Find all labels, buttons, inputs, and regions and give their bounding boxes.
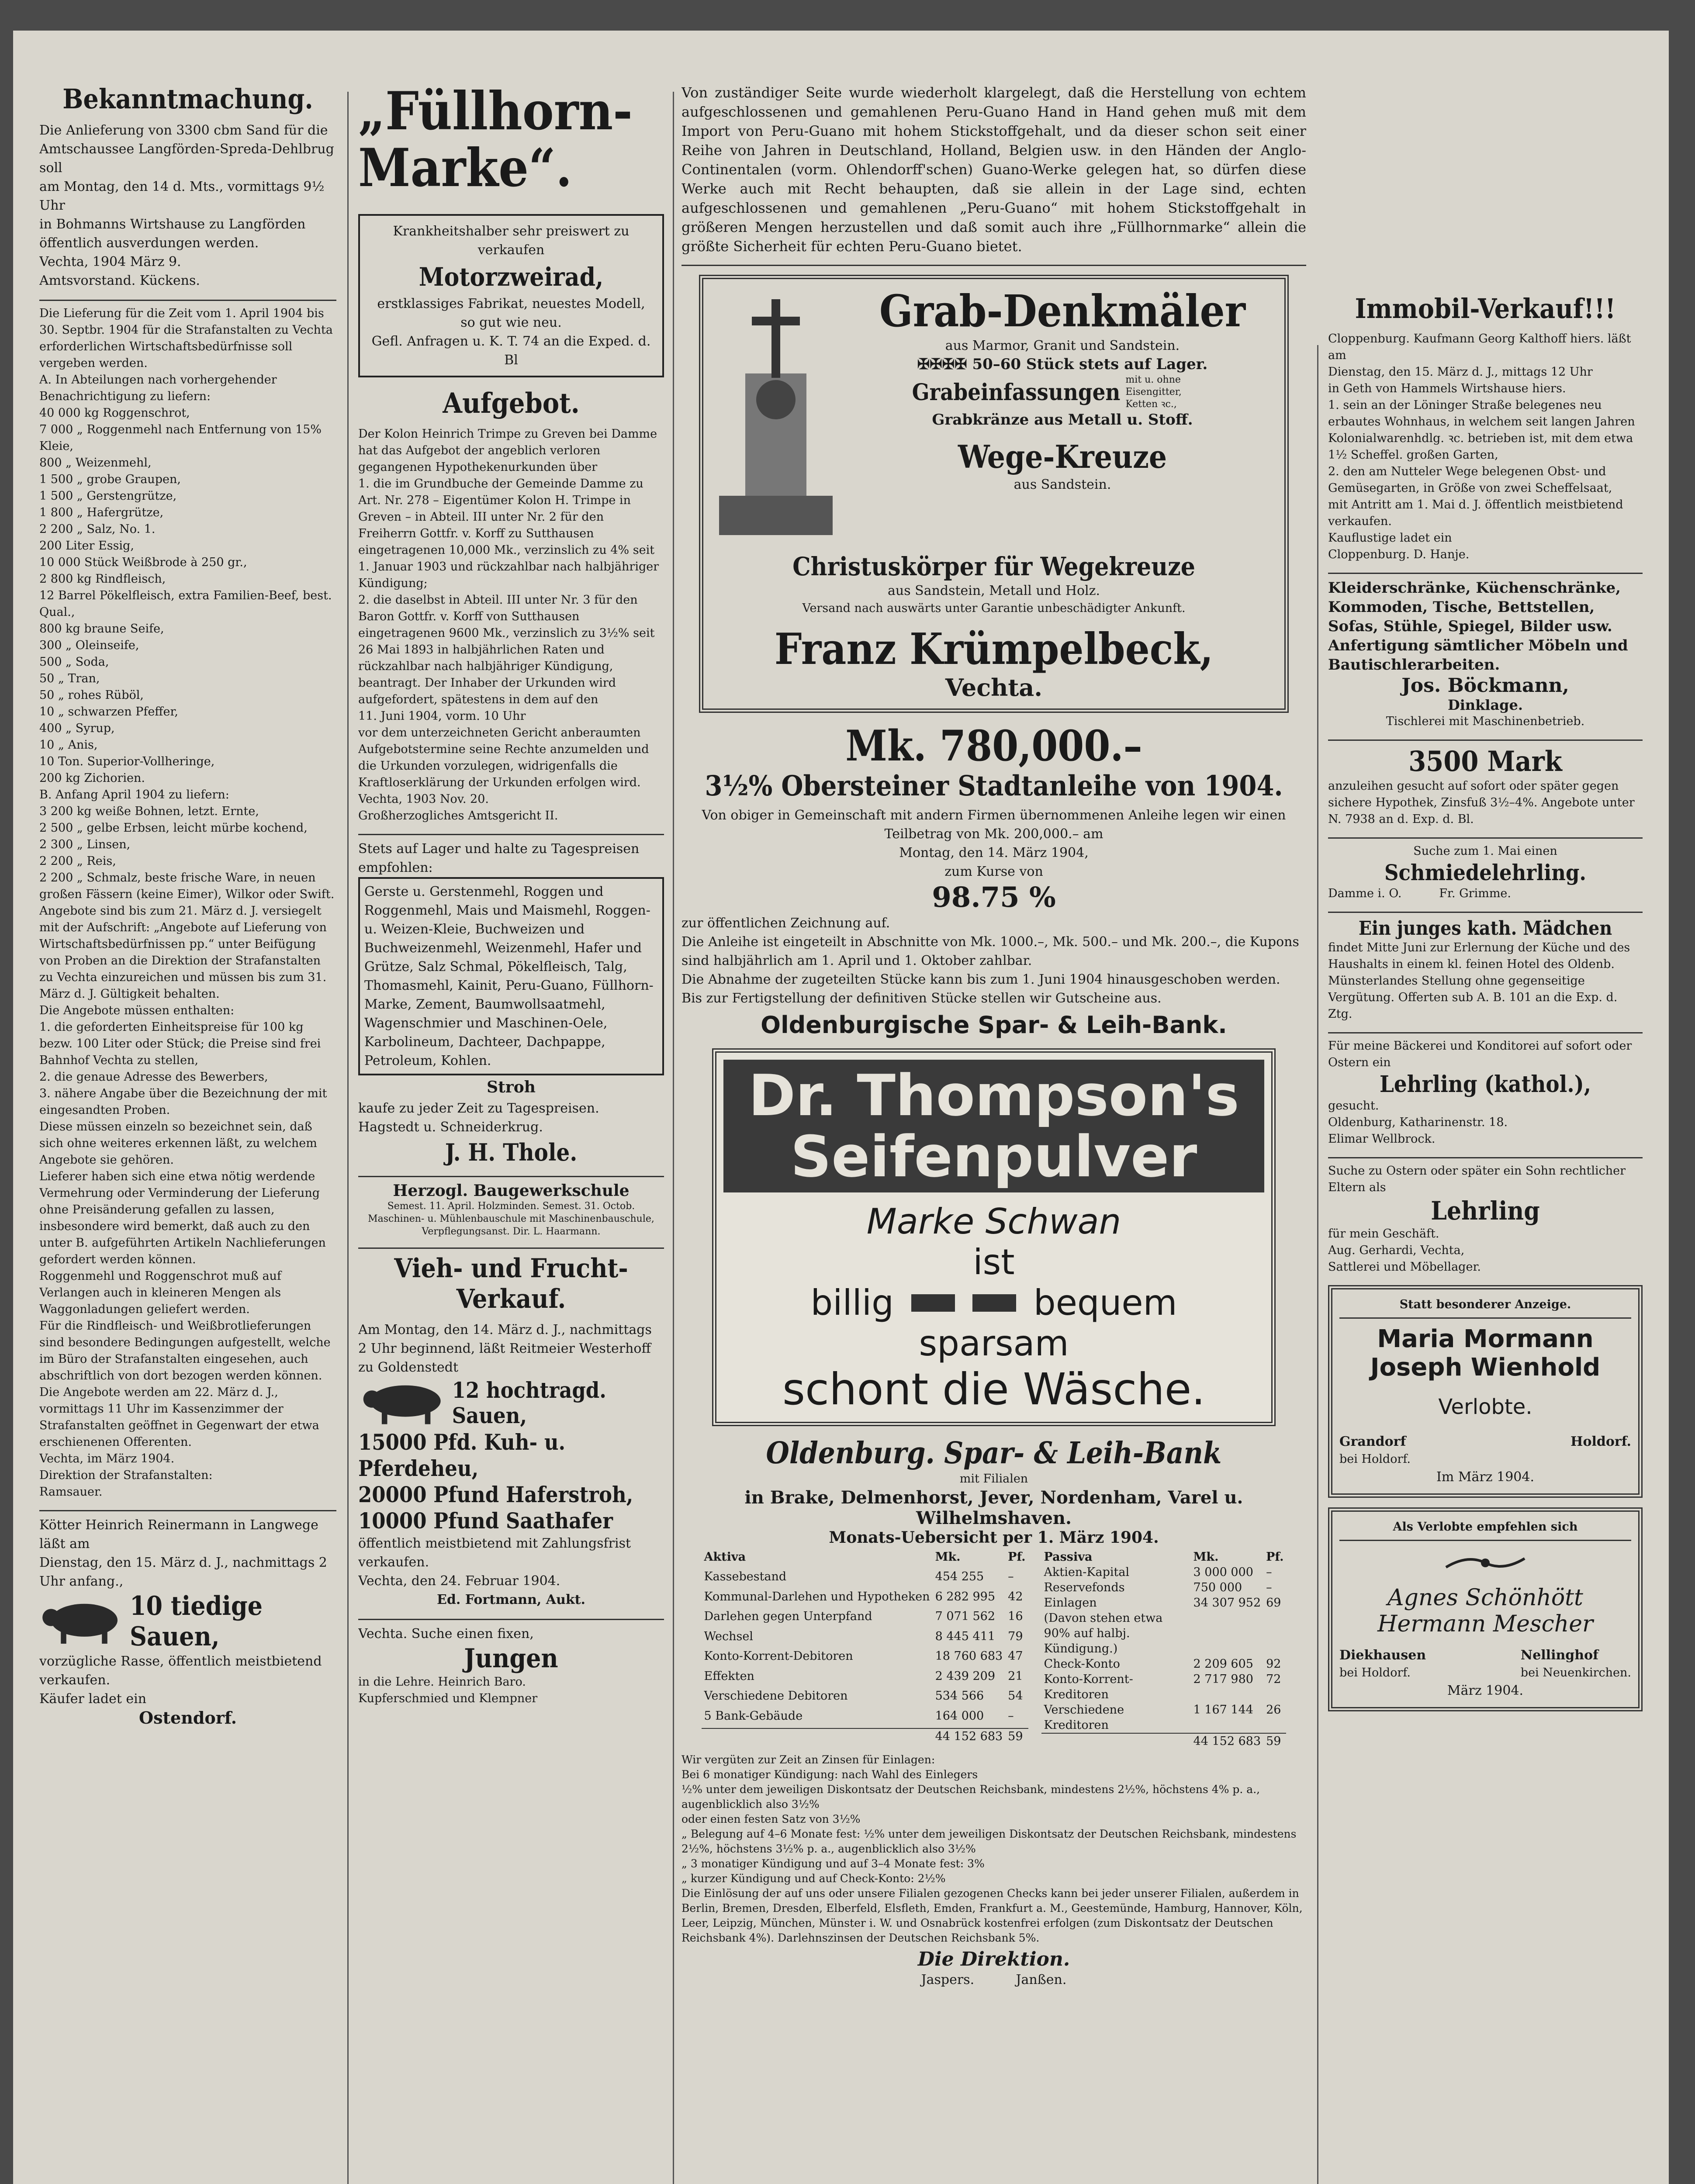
column-rule <box>673 92 674 2184</box>
lehrling-ad <box>1328 1163 1643 1275</box>
column-rule <box>1317 345 1318 2184</box>
table-cell: Konto-Korrent-Kreditoren <box>1044 1673 1133 1701</box>
table-cell: Wechsel <box>704 1629 754 1643</box>
col-head: Mk. <box>1193 1550 1219 1564</box>
ad-body: Die Lieferung für die Zeit vom 1. April 1904 bis 30. Septbr. 1904 für die Strafanstalten zu Vechta erforderlichen Wirtschaftsbedürfnisse soll vergeben werden. A. In Abteilungen nach vorhergehender Benachrichtigung zu liefern: 40 000 kg Roggenschrot, 7 000 „ Roggenmehl nach Entfernung von 15% Kleie, 800 „ Weizenmehl, 1 500 „ grobe Graupen, 1 500 „ Gerstengrütze, 1 800 „ Hafergrütze, 2 200 „ Salz, No. 1. 200 Liter Essig, 10 000 Stück Weißbrode à 250 gr., 2 800 kg Rindfleisch, 12 Barrel Pökelfleisch, extra Familien-Beef, best. Qual., 800 kg braune Seife, 300 „ Oleinseife, 500 „ Soda, 50 „ Tran, 50 „ rohes Rüböl, 10 „ schwarzen Pfeffer, 400 „ Syrup, 10 „ Anis, 10 Ton. Superior-Vollheringe, 200 kg Zichorien. B. Anfang April 1904 zu liefern: 3 200 kg weiße Bohnen, letzt. Ernte, 2 500 „ gelbe Erbsen, leicht mürbe kochend, 2 300 „ Linsen, 2 200 „ Reis, 2 200 „ Schmalz, beste frische Ware, in neuen großen Fässern (keine Eimer), Wilkor oder Swift. Angebote sind bis zum 21. März d. J. versiegelt mit der Aufschrift: „Angebote auf Lieferung von Wirtschaftsbedürfnissen pp.“ unter Beifügung von Proben an die Direktion der Strafanstalten zu Vechta einzureichen und müssen bis zum 31. März d. J. Gültigkeit behalten. Die Angebote müssen enthalten: 1. die geforderten Einheitspreise für 100 kg bezw. 100 Liter oder Stück; die Preise sind frei Bahnhof Vechta zu stellen, 2. die genaue Adresse des Bewerbers, 3. nähere Angabe über die Bezeichnung der mit eingesandten Proben. Diese müssen einzeln so bezeichnet sein, daß sich ohne weiteres erkennen läßt, zu welchem Angebote sie gehören. Lieferer haben sich eine etwa nötig werdende Vermehrung oder Verminderung der Lieferung ohne Preisänderung gefallen zu lassen, insbesondere wird bemerkt, daß auch zu den unter B. aufgeführten Artikeln Nachlieferungen gefordert werden können. Roggenmehl und Roggenschrot muß auf Verlangen auch in kleineren Mengen als Waggonladungen geliefert werden. Für die Rindfleisch- und Weißbrotlieferungen sind besondere Bedingungen aufgestellt, welche im Büro der Strafanstalten eingesehen, auch abschriftlich von dort bezogen werden können. Die Angebote werden am 22. März d. J., vormittags 11 Uhr im Kassenzimmer der Strafanstalten geöffnet in Gegenwart der etwa erschienenen Offerenten. Vechta, im März 1904. Direktion der Strafanstalten: Ramsauer. <box>39 307 335 1499</box>
table-cell: 5 Bank-Gebäude <box>704 1709 803 1723</box>
ad-word: Verlobte. <box>1438 1395 1532 1419</box>
ad-name: Agnes Schönhött <box>1387 1585 1583 1611</box>
baeckerei-ad <box>1328 1038 1643 1147</box>
immobil-verkauf-ad <box>1328 293 1643 563</box>
table-cell: 54 <box>1008 1689 1023 1703</box>
ad-name: Hermann Mescher <box>1377 1611 1593 1637</box>
bank-uebersicht-ad <box>681 1436 1306 1989</box>
col-head: Mk. <box>935 1550 961 1564</box>
column-rule <box>347 92 349 2184</box>
ad-headline: Lehrling <box>1431 1196 1540 1226</box>
ad-place: bei Holdorf. <box>1339 1452 1411 1466</box>
aktiva-table <box>702 1549 1028 1749</box>
table-cell: 2 439 209 <box>935 1669 995 1683</box>
brand-line: bequem <box>1033 1282 1177 1323</box>
table-cell: 69 <box>1266 1596 1281 1610</box>
table-cell: Darlehen gegen Unterpfand <box>704 1610 872 1624</box>
table-row <box>702 1688 1028 1708</box>
ad-title: Immobil-Verkauf!!! <box>1355 293 1616 325</box>
table-row <box>702 1589 1028 1609</box>
ad-tail: Tischlerei mit Maschinenbetrieb. <box>1386 715 1585 728</box>
baugewerkschule-ad <box>358 1182 664 1238</box>
hands-icon <box>1442 1545 1529 1580</box>
table-cell: 16 <box>1008 1610 1023 1624</box>
table-cell: 59 <box>1008 1730 1023 1744</box>
table-cell: 1 167 144 <box>1193 1703 1253 1717</box>
table-cell: Einlagen <box>1044 1596 1097 1610</box>
ad-headline: Ein junges kath. Mädchen <box>1358 917 1612 940</box>
table-cell: 18 760 683 <box>935 1649 1003 1663</box>
ad-headline: 15000 Pfd. Kuh- u. Pferdeheu, <box>358 1429 566 1481</box>
ad-signature: Damme i. O. Fr. Grimme. <box>1328 887 1511 900</box>
ad-body: kaufe zu jeder Zeit zu Tagespreisen. Hagstedt u. Schneiderkrug. <box>358 1101 599 1135</box>
ad-place: Holdorf. <box>1570 1434 1631 1449</box>
table-cell: Verschiedene Kreditoren <box>1044 1703 1124 1732</box>
ad-title: Herzogl. Baugewerkschule <box>393 1182 630 1200</box>
ad-body: Gerste u. Gerstenmehl, Roggen und Roggenmehl, Mais und Maismehl, Roggen- u. Weizen-Kleie, Buchweizen und Buchweizenmehl, Weizenmehl, Hafer und Grütze, Salz Schmal, Pökelfleisch, Talg, Thomasmehl, Kainit, Peru-Guano, Füllhorn-Marke, Zement, Baumwollsaatmehl, Wagenschmier und Maschinen-Oele, Karbolineum, Dachteer, Dachpappe, Petroleum, Kohlen. <box>364 884 654 1068</box>
motorzweirad-ad <box>358 214 664 377</box>
ad-headline: Grabeinfassungen <box>912 379 1121 406</box>
ad-headline: 20000 Pfund Haferstroh, 10000 Pfund Saathafer <box>358 1482 633 1534</box>
ad-place: bei Neuenkirchen. <box>1520 1666 1631 1679</box>
table-row <box>1041 1595 1287 1610</box>
table-cell: 92 <box>1266 1657 1281 1671</box>
table-cell: 21 <box>1008 1669 1023 1683</box>
ad-firm-city: Dinklage. <box>1447 697 1523 713</box>
ad-bank: Oldenburgische Spar- & Leih-Bank. <box>761 1011 1227 1039</box>
table-cell <box>1041 1733 1191 1749</box>
ad-sub: aus Marmor, Granit und Sandstein. <box>945 338 1180 353</box>
ad-body: anzuleihen gesucht auf sofort oder später gegen sichere Hypothek, Zinsfuß 3½–4%. Angebote unter N. 7938 an d. Exp. d. Bl. <box>1328 779 1635 826</box>
ad-body: in die Lehre. Heinrich Baro. Kupferschmied und Klempner <box>358 1675 538 1705</box>
ad-title: Grab-Denkmäler <box>879 285 1246 337</box>
jungen-ad <box>358 1624 664 1707</box>
ad-body: gesucht. Oldenburg, Katharinenstr. 18. Elimar Wellbrock. <box>1328 1099 1508 1146</box>
table-cell: Reservefonds <box>1044 1581 1125 1594</box>
ad-body: für mein Geschäft. Aug. Gerhardi, Vechta, Sattlerei und Möbellager. <box>1328 1227 1481 1274</box>
table-cell: 6 282 995 <box>935 1590 995 1603</box>
table-cell: 59 <box>1266 1735 1281 1748</box>
ad-place: Grandorf <box>1339 1434 1406 1449</box>
table-cell: 750 000 <box>1193 1581 1242 1594</box>
col-head: Aktiva <box>704 1550 746 1564</box>
newspaper-page <box>13 31 1669 2184</box>
ad-headline: Jungen <box>464 1643 558 1674</box>
col-head: Passiva <box>1044 1550 1093 1564</box>
ad-headline: Lehrling (kathol.), <box>1379 1071 1591 1098</box>
table-cell: 42 <box>1008 1590 1023 1603</box>
ad-name: Joseph Wienhold <box>1370 1353 1601 1382</box>
thole-ad <box>358 840 664 1166</box>
table-cell: 2 209 605 <box>1193 1657 1253 1671</box>
brand-line: schont die Wäsche. <box>782 1364 1206 1415</box>
ad-title: Vieh- und Frucht-Verkauf. <box>394 1253 628 1314</box>
ad-kurs: 98.75 % <box>932 881 1056 914</box>
brand-line: ist <box>973 1242 1015 1282</box>
ad-body: zur öffentlichen Zeichnung auf. Die Anleihe ist eingeteilt in Abschnitte von Mk. 1000.–, Mk. 500.– und Mk. 200.–, die Kupons sind halbjährlich am 1. April und 1. Oktober zahlbar. Die Abnahme der zugeteilten Stücke kann bis zum 1. Juni 1904 hinausgeschoben werden. Bis zur Fertigstellung der definitiven Stücke stellen wir Gutscheine aus. <box>681 916 1299 1006</box>
table-cell: 7 071 562 <box>935 1610 995 1624</box>
table-cell <box>1263 1610 1286 1656</box>
table-cell: 3 000 000 <box>1193 1565 1253 1579</box>
ad-body: Kleiderschränke, Küchenschränke, Kommoden, Tische, Bettstellen, Sofas, Stühle, Spiegel, Bilder usw. Anfertigung sämtlicher Möbeln und Bautischlerarbeiten. <box>1328 579 1628 674</box>
table-cell: 8 445 411 <box>935 1629 995 1643</box>
table-cell: 44 152 683 <box>935 1730 1003 1744</box>
table-cell: – <box>1008 1709 1014 1723</box>
brand-line: Dr. Thompson's <box>748 1062 1239 1129</box>
vieh-verkauf-ad <box>358 1253 664 1609</box>
brand-line: sparsam <box>919 1323 1069 1364</box>
ad-body: Wir vergüten zur Zeit an Zinsen für Einlagen: Bei 6 monatiger Kündigung: nach Wahl des Einlegers ½% unter dem jeweiligen Diskontsatz der Deutschen Reichsbank, mindestens 2½%, höchstens 4% p. a., augenblicklich also 3½% oder einen festen Satz von 3½% „ Belegung auf 4–6 Monate fest: ½% unter dem jeweiligen Diskontsatz der Deutschen Reichsbank, mindestens 2½%, höchstens 3½% p. a., augenblicklich also 3½% „ 3 monatiger Kündigung und auf 3–4 Monate fest: 3% „ kurzer Kündigung und auf Check-Konto: 2½% Die Einlösung der auf uns oder unsere Filialen gezogenen Checks kann bei jeder unserer Filialen, außerdem in Berlin, Bremen, Dresden, Elberfeld, Elsfleth, Emden, Frankfurt a. M., Geestemünde, Hamburg, Hannover, Köln, Leer, Leipzig, München, Münster i. W. und Osnabrück kostenfrei erfolgen (zum Diskontsatz der Deutschen Reichsbank 4%). Darlehnszinsen der Deutschen Reichsbank 5%. <box>681 1753 1303 1944</box>
table-cell <box>1191 1610 1264 1656</box>
anleihe-ad <box>681 722 1306 1039</box>
moebel-ad <box>1328 578 1643 730</box>
schmiedelehrling-ad <box>1328 843 1643 902</box>
ad-headline: Stroh <box>487 1078 536 1096</box>
ad-signature: Ostendorf. <box>138 1708 237 1728</box>
ad-firm-name: Franz Krümpelbeck, <box>774 624 1214 674</box>
sauen-ad <box>39 1516 336 1727</box>
ad-signature: Ed. Fortmann, Aukt. <box>437 1592 585 1607</box>
ad-body: findet Mitte Juni zur Erlernung der Küche und des Haushalts in einem kl. feinen Hotel des Oldenb. Münsterlandes Stellung ohne gegenseitige Vergütung. Offerten sub A. B. 101 an die Exp. d. Ztg. <box>1328 941 1630 1021</box>
grab-denkmaeler-ad <box>699 275 1289 713</box>
ad-headline: 3500 Mark <box>1408 745 1562 778</box>
table-cell: – <box>1266 1565 1272 1579</box>
table-cell: Verschiedene Debitoren <box>704 1689 848 1703</box>
ad-headline: 12 hochtragd. Sauen, <box>452 1377 606 1428</box>
ad-headline: Motorzweirad, <box>419 262 604 292</box>
table-row <box>702 1609 1028 1628</box>
ad-body: Die Anlieferung von 3300 cbm Sand für die Amtschaussee Langförden-Spreda-Dehlbrug soll am Montag, den 14 d. Mts., vormittags 9½ Uhr in Bohmanns Wirtshause zu Langförden öffentlich ausverdungen werden. Vechta, 1904 März 9. Amtsvorstand. Kückens. <box>39 123 334 288</box>
ad-place: Diekhausen <box>1339 1648 1426 1663</box>
bekanntmachung-ad <box>39 83 336 290</box>
ad-body: Am Montag, den 14. März d. J., nachmittags 2 Uhr beginnend, läßt Reitmeier Westerhoff zu Goldenstedt <box>358 1322 652 1375</box>
ad-intro: Stets auf Lager und halte zu Tagespreisen empfohlen: <box>358 841 640 875</box>
ad-sub: mit Filialen <box>959 1472 1028 1486</box>
ad-firm-city: Vechta. <box>945 674 1043 702</box>
table-cell: 72 <box>1266 1673 1281 1686</box>
ad-title: 3½% Obersteiner Stadtanleihe von 1904. <box>705 770 1283 802</box>
table-row <box>702 1669 1028 1688</box>
table-cell: 44 152 683 <box>1193 1735 1261 1748</box>
ad-title: Aufgebot. <box>443 387 580 420</box>
passiva-table <box>1041 1549 1287 1749</box>
thompsons-ad <box>712 1048 1276 1426</box>
col-head: Pf. <box>1266 1550 1284 1564</box>
table-cell: Check-Konto <box>1044 1657 1120 1671</box>
ad-title: Oldenburg. Spar- & Leih-Bank <box>766 1436 1222 1471</box>
ad-signature: Jaspers. Janßen. <box>921 1972 1067 1987</box>
table-cell: – <box>1266 1581 1272 1594</box>
column-3 <box>681 83 1306 1999</box>
mark-ad <box>1328 745 1643 828</box>
ad-name: Maria Mormann <box>1377 1325 1594 1353</box>
table-cell: 26 <box>1266 1703 1281 1717</box>
aufgebot-ad <box>358 387 664 824</box>
lieferung-ad <box>39 305 336 1500</box>
fuellhorn-title: „Füllhorn-Marke“. <box>358 83 633 199</box>
ad-amount: Mk. 780,000.– <box>845 721 1142 771</box>
table-row <box>1041 1733 1287 1749</box>
table-cell: 164 000 <box>935 1709 984 1723</box>
ad-place: Nellinghof <box>1520 1648 1598 1663</box>
table-row <box>1041 1702 1287 1733</box>
soap-bars-icon <box>911 1290 1016 1316</box>
ad-note: mit u. ohne Eisengitter, Ketten ꝛc., <box>1125 374 1182 410</box>
table-row <box>702 1569 1028 1589</box>
ad-head: Für meine Bäckerei und Konditorei auf sofort oder Ostern ein <box>1328 1039 1632 1069</box>
ad-firm-name: Jos. Böckmann, <box>1401 674 1569 697</box>
table-cell: 34 307 952 <box>1193 1596 1261 1610</box>
table-cell: Effekten <box>704 1669 754 1683</box>
column-4 <box>1328 293 1643 1721</box>
ad-title: Bekanntmachung. <box>62 83 313 115</box>
column-1 <box>39 83 336 1737</box>
table-cell: 534 566 <box>935 1689 984 1703</box>
table-cell: – <box>1008 1570 1014 1584</box>
ad-head: Vechta. Suche einen fixen, <box>358 1626 534 1641</box>
ad-date: Im März 1904. <box>1436 1469 1534 1485</box>
table-row <box>702 1728 1028 1749</box>
ad-body: Semest. 11. April. Holzminden. Semest. 31. Octob. Maschinen- u. Mühlenbauschule mit Maschinenbauschule, Verpflegungsanst. Dir. L. Haarmann. <box>368 1201 654 1237</box>
table-cell: (Davon stehen etwa 90% auf halbj. Kündigung.) <box>1044 1611 1163 1655</box>
column-2 <box>358 83 664 1717</box>
gravestone-icon <box>710 286 841 548</box>
ad-body: Von obiger in Gemeinschaft mit andern Firmen übernommenen Anleihe legen wir einen Teilbetrag von Mk. 200,000.– am Montag, den 14. März 1904, zum Kurse von <box>702 808 1286 879</box>
ad-note: Versand nach auswärts unter Garantie unbeschädigter Ankunft. <box>802 601 1186 615</box>
table-cell: 47 <box>1008 1649 1023 1663</box>
ad-head: Suche zu Ostern oder später ein Sohn rechtlicher Eltern als <box>1328 1164 1626 1194</box>
table-row <box>1041 1672 1287 1702</box>
guano-text: Von zuständiger Seite wurde wiederholt klargelegt, daß die Herstellung von echtem aufgeschlossenen und gemahlenen Peru-Guano Hand in Hand gehen muß mit dem Import von Peru-Guano mit hohem Stickstoffgehalt, und da dieser schon seit einer Reihe von Jahren in Deutschland, Holland, Belgien usw. in den Händen der Anglo-Continentalen (vorm. Ohlendorff'schen) Guano-Werke gelegen hat, so dürfen diese Werke auch mit Recht behaupten, daß sie allein in der Lage sind, echten aufgeschlossenen und gemahlenen „Peru-Guano“ mit hohem Stickstoffgehalt in größeren Mengen herzustellen und daß somit auch ihre „Füllhornmarke“ allein die größte Sicherheit für echten Peru-Guano bietet. <box>681 84 1306 255</box>
ad-monat: Monats-Uebersicht per 1. März 1904. <box>829 1528 1159 1547</box>
ad-date: März 1904. <box>1447 1683 1524 1698</box>
table-cell: 454 255 <box>935 1570 984 1584</box>
col-head: Pf. <box>1008 1550 1026 1564</box>
table-row <box>702 1708 1028 1729</box>
ad-headline: Christuskörper für Wegekreuze <box>792 552 1195 581</box>
ad-body: Kötter Heinrich Reinermann in Langwege läßt am Dienstag, den 15. März d. J., nachmittags 2 Uhr anfang., <box>39 1517 327 1589</box>
ad-head: Als Verlobte empfehlen sich <box>1393 1520 1578 1534</box>
maedchen-ad <box>1328 917 1643 1023</box>
ad-sub: aus Sandstein. <box>1014 477 1111 492</box>
ad-place: bei Holdorf. <box>1339 1666 1411 1679</box>
ad-body: Grabkränze aus Metall u. Stoff. <box>932 411 1193 429</box>
table-cell: Kassebestand <box>704 1570 787 1584</box>
ad-headline: Schmiedelehrling. <box>1384 860 1587 885</box>
ad-sub: aus Sandstein, Metall und Holz. <box>888 583 1100 598</box>
table-cell: Kommunal-Darlehen und Hypotheken <box>704 1590 930 1603</box>
pig-icon <box>358 1377 449 1429</box>
ad-signature: Die Direktion. <box>917 1948 1070 1970</box>
table-cell <box>702 1728 933 1749</box>
table-cell: Konto-Korrent-Debitoren <box>704 1649 853 1663</box>
ad-headline: 10 tiedige Sauen, <box>129 1591 263 1652</box>
verlobung-ad <box>1328 1285 1643 1498</box>
verlobung-ad-2 <box>1328 1507 1643 1711</box>
pig-icon <box>39 1593 125 1650</box>
table-row <box>1041 1656 1287 1672</box>
ad-head: Statt besonderer Anzeige. <box>1399 1298 1571 1311</box>
ad-body: erstklassiges Fabrikat, neuestes Modell, so gut wie neu. Gefl. Anfragen u. K. T. 74 an die Exped. d. Bl <box>371 296 651 368</box>
table-cell: 2 717 980 <box>1193 1673 1253 1686</box>
ad-signature: J. H. Thole. <box>445 1138 578 1166</box>
ad-places: in Brake, Delmenhorst, Jever, Nordenham, Varel u. Wilhelmshaven. <box>744 1487 1243 1528</box>
brand-line: Marke Schwan <box>866 1201 1121 1242</box>
ad-head: Krankheitshalber sehr preiswert zu verkaufen <box>393 224 630 258</box>
table-row <box>702 1648 1028 1668</box>
brand-line: billig <box>810 1282 894 1323</box>
table-row <box>1041 1580 1287 1595</box>
table-row <box>702 1629 1028 1648</box>
ad-body: vorzügliche Rasse, öffentlich meistbietend verkaufen. Käufer ladet ein <box>39 1654 322 1707</box>
table-row <box>1041 1610 1287 1656</box>
brand-line: Seifenpulver <box>790 1123 1197 1190</box>
ad-headline: Wege-Kreuze <box>958 438 1167 475</box>
ad-stock: ✠✠✠✠ 50–60 Stück stets auf Lager. <box>917 356 1208 373</box>
ad-body: öffentlich meistbietend mit Zahlungsfrist verkaufen. Vechta, den 24. Februar 1904. <box>358 1536 631 1589</box>
table-row <box>1041 1565 1287 1580</box>
ad-body: Der Kolon Heinrich Trimpe zu Greven bei Damme hat das Aufgebot der angeblich verloren gegangenen Hypothekenurkunden über 1. die im Grundbuche der Gemeinde Damme zu Art. Nr. 278 – Eigentümer Kolon H. Trimpe in Greven – in Abteil. III unter Nr. 2 für den Freiherrn Gottfr. v. Korff zu Sutthausen eingetragenen 10,000 Mk., verzinslich zu 4% seit 1. Januar 1903 und rückzahlbar nach halbjähriger Kündigung; 2. die daselbst in Abteil. III unter Nr. 3 für den Baron Gottfr. v. Korff von Sutthausen eingetragenen 9600 Mk., verzinslich zu 3½% seit 26 Mai 1893 in halbjährlichen Raten und rückzahlbar nach halbjähriger Kündigung, beantragt. Der Inhaber der Urkunden wird aufgefordert, spätestens in dem auf den 11. Juni 1904, vorm. 10 Uhr vor dem unterzeichneten Gericht anberaumten Aufgebotstermine seine Rechte anzumelden und die Urkunden vorzulegen, widrigenfalls die Kraftloserklärung der Urkunden erfolgen wird. Vechta, 1903 Nov. 20. Großherzogliches Amtsgericht II. <box>358 427 659 822</box>
ad-body: Cloppenburg. Kaufmann Georg Kalthoff hiers. läßt am Dienstag, den 15. März d. J., mittags 12 Uhr in Geth von Hammels Wirtshause hiers. 1. sein an der Löninger Straße belegenes neu erbautes Wohnhaus, in welchem seit langen Jahren Kolonialwarenhdlg. ꝛc. betrieben ist, mit dem etwa 1½ Scheffel. großen Garten, 2. den am Nutteler Wege belegenen Obst- und Gemüsegarten, in Größe von zwei Scheffelsaat, mit Antritt am 1. Mai d. J. öffentlich meistbietend verkaufen. Kauflustige ladet ein Cloppenburg. D. Hanje. <box>1328 332 1635 561</box>
ad-head: Suche zum 1. Mai einen <box>1413 844 1557 858</box>
table-cell: Aktien-Kapital <box>1044 1565 1130 1579</box>
table-cell: 79 <box>1008 1629 1023 1643</box>
